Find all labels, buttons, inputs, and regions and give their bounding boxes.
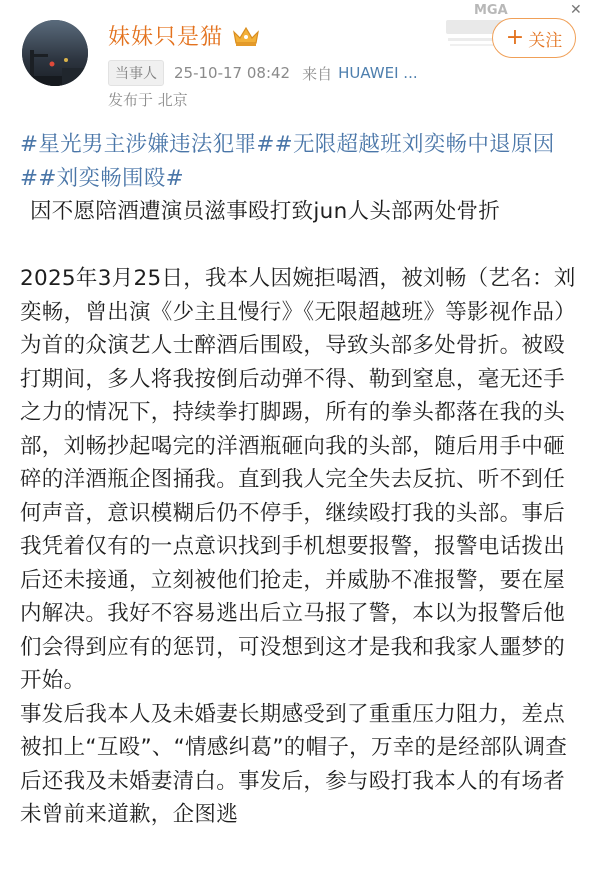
follow-button[interactable] (492, 18, 576, 58)
source-prefix: 来自 (302, 64, 333, 83)
post-paragraph-2: 事发后我本人及未婚妻长期感受到了重重压力阻力，差点被扣上“互殴”、“情感纠葛”的帽子，万幸的是经部队调查后还我及未婚妻清白。事发后，参与殴打我本人的有场者未曾前来道歉，企图逃 (20, 701, 568, 827)
crown-badge-icon (231, 24, 261, 48)
post-header (0, 0, 600, 120)
post-meta (108, 60, 418, 86)
post-paragraph-1: 2025年3月25日，我本人因婉拒喝酒，被刘畅（艺名：刘奕畅，曾出演《少主且慢行》《无限超越班》等影视作品）为首的众演艺人士醉酒后围殴，导致头部多处骨折。被殴打期间，多人将我按倒后动弹不得、勒到窒息，毫无还手之力的情况下，持续拳打脚踢，所有的拳头都落在我的头部，刘畅抄起喝完的洋酒瓶砸向我的头部，随后用手中砸碎的洋酒瓶企图捅我。直到我人完全失去反抗、听不到任何声音，意识模糊后仍不停手，继续殴打我的头部。事后我凭着仅有的一点意识找到手机想要报警，报警电话拨出后还未接通，立刻被他们抢走，并威胁不准报警，要在屋内解决。我好不容易逃出后立马报了警，本以为报警后他们会得到应有的惩罚，可没想到这才是我和我家人噩梦的开始。 (20, 266, 577, 693)
username[interactable]: 妹妹只是猫 (108, 25, 224, 50)
follow-label: 关注 (528, 30, 563, 51)
post-location: 发布于 北京 (108, 91, 188, 109)
close-icon[interactable]: ✕ (570, 2, 582, 18)
paragraph-spacer (20, 229, 586, 263)
watermark-text: MGA (474, 3, 508, 18)
post-content (20, 128, 586, 832)
hashtag-links[interactable]: #星光男主涉嫌违法犯罪##无限超越班刘奕畅中退原因##刘奕畅围殴# (20, 132, 555, 191)
post-subtitle: 因不愿陪酒遭演员滋事殴打致jun人头部两处骨折 (30, 199, 501, 224)
username-row (108, 20, 261, 51)
avatar[interactable] (22, 20, 88, 86)
plus-icon: + (505, 25, 525, 50)
post-source[interactable]: HUAWEI ... (338, 64, 418, 82)
bottom-fade (0, 872, 600, 895)
status-badge: 当事人 (108, 60, 164, 86)
post-timestamp: 25-10-17 08:42 (174, 64, 291, 82)
